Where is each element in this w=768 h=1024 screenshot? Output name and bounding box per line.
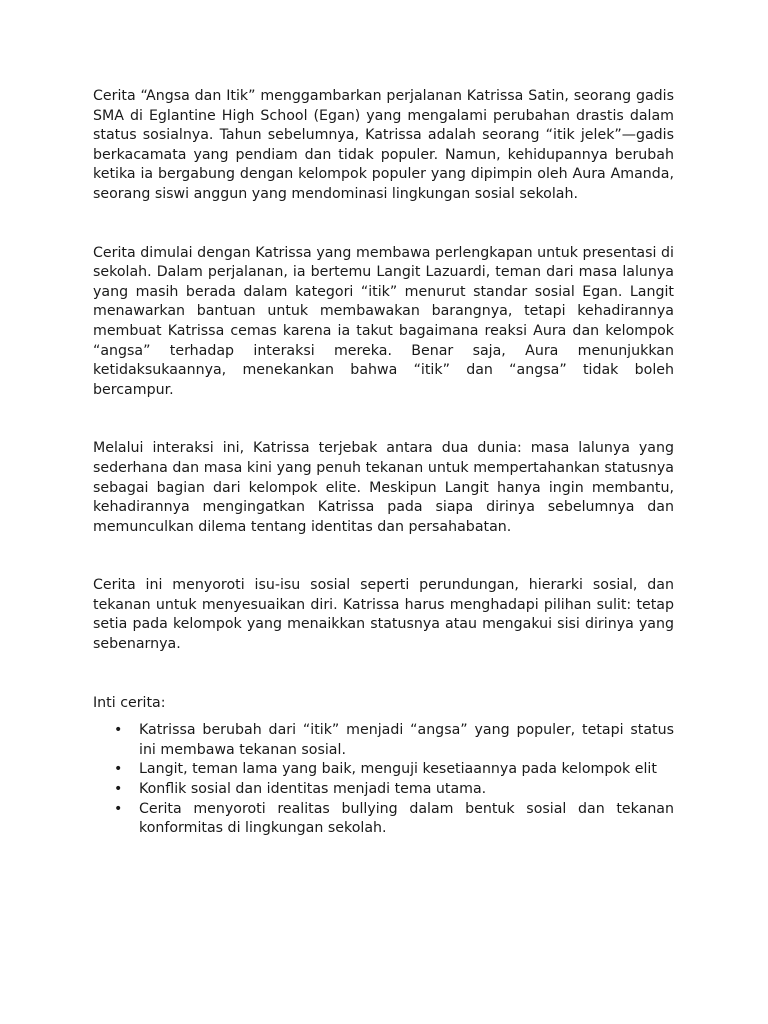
bullet-icon: • (114, 761, 123, 778)
bullet-text: Katrissa berubah dari “itik” menjadi “angsa” yang populer, tetapi status ini membawa tekanan sosial. (139, 722, 674, 758)
paragraph-summary-heading: Inti cerita: (93, 694, 166, 711)
bullet-item (93, 800, 674, 839)
paragraph-intro: Cerita “Angsa dan Itik” menggambarkan perjalanan Katrissa Satin, seorang gadis SMA di Eglantine High School (Egan) yang mengalami perubahan drastis dalam status sosialnya. Tahun sebelumnya, Katrissa adalah seorang “itik jelek”—gadis berkacamata yang pendiam dan tidak populer. Namun, kehidupannya berubah ketika ia bergabung dengan kelompok populer yang dipimpin oleh Aura Amanda, seorang siswi anggun yang mendominasi lingkungan sosial sekolah. (93, 88, 674, 202)
bullet-text: Cerita menyoroti realitas bullying dalam bentuk sosial dan tekanan konformitas di lingkungan sekolah. (139, 800, 674, 837)
bullet-icon: • (114, 781, 123, 798)
bullet-icon: • (114, 722, 123, 739)
paragraph-story-start: Cerita dimulai dengan Katrissa yang membawa perlengkapan untuk presentasi di sekolah. Dalam perjalanan, ia bertemu Langit Lazuardi, teman dari masa lalunya yang masih berada dalam kategori “itik” menurut standar sosial Egan. Langit menawarkan bantuan untuk membawakan barangnya, tetapi kehadirannya membuat Katrissa cemas karena ia takut bagaimana reaksi Aura dan kelompok “angsa” terhadap interaksi mereka. Benar saja, Aura menunjukkan ketidaksukaannya, menekankan bahwa “itik” dan “angsa” tidak boleh bercampur. (93, 244, 674, 398)
paragraph-social-issues: Cerita ini menyoroti isu-isu sosial seperti perundungan, hierarki sosial, dan tekanan untuk menyesuaikan diri. Katrissa harus menghadapi pilihan sulit: tetap setia pada kelompok yang menaikkan statusnya atau mengakui sisi dirinya yang sebenarnya. (93, 577, 674, 653)
document-page (93, 87, 674, 839)
paragraph-dilemma: Melalui interaksi ini, Katrissa terjebak antara dua dunia: masa lalunya yang sederhana dan masa kini yang penuh tekanan untuk mempertahankan statusnya sebagai bagian dari kelompok elite. Meskipun Langit hanya ingin membantu, kehadirannya mengingatkan Katrissa pada siapa dirinya sebelumnya dan memunculkan dilema tentang identitas dan persahabatan. (93, 440, 674, 535)
bullet-icon: • (114, 800, 123, 817)
bullet-item (93, 721, 674, 760)
summary-bullet-list (93, 721, 674, 839)
bullet-item (93, 780, 674, 800)
bullet-item (93, 760, 674, 780)
bullet-text: Konflik sosial dan identitas menjadi tema utama. (139, 781, 487, 798)
bullet-text: Langit, teman lama yang baik, menguji kesetiaannya pada kelompok elit (139, 761, 657, 778)
